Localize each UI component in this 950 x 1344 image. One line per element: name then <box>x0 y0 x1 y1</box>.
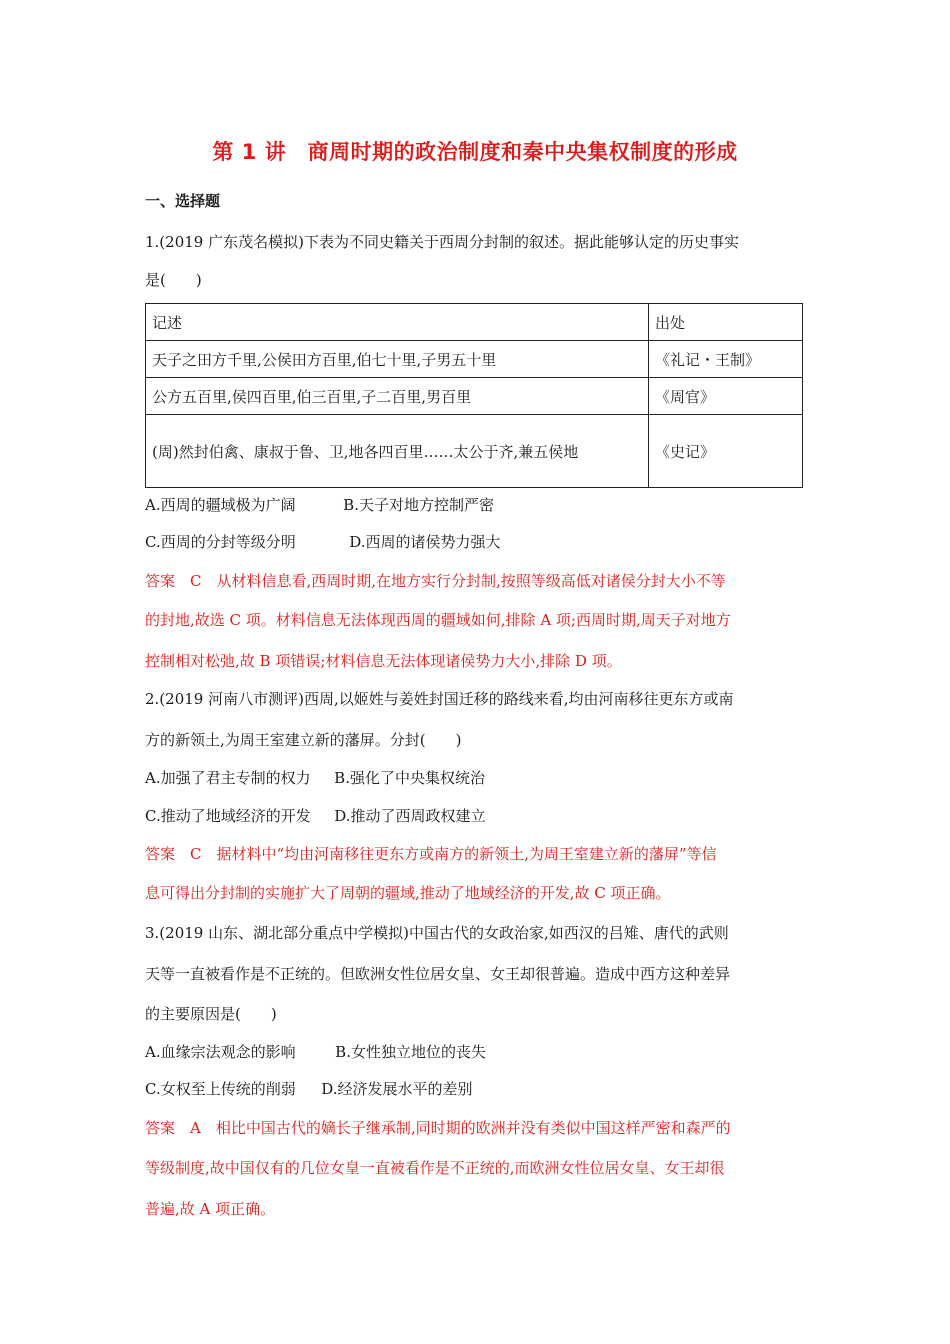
table-header-cell: 出处 <box>649 304 803 341</box>
q1-option-b: B.天子对地方控制严密 <box>343 496 494 514</box>
q1-option-d: D.西周的诸侯势力强大 <box>349 533 501 551</box>
table-cell: 公方五百里,侯四百里,伯三百里,子二百里,男百里 <box>146 378 649 415</box>
q1-source-table <box>145 303 803 488</box>
q3-option-b: B.女性独立地位的丧失 <box>335 1043 486 1061</box>
q2-option-b: B.强化了中央集权统治 <box>334 769 485 787</box>
q1-options-ab <box>145 494 494 515</box>
q3-option-c: C.女权至上传统的削弱 <box>145 1080 296 1098</box>
q3-option-d: D.经济发展水平的差别 <box>321 1080 473 1098</box>
q3-answer-line1: 答案 A 相比中国古代的嫡长子继承制,同时期的欧洲并没有类似中国这样严密和森严的 <box>145 1119 731 1137</box>
q2-stem-line2: 方的新领土,为周王室建立新的藩屏。分封( ) <box>145 731 462 749</box>
q1-option-c: C.西周的分封等级分明 <box>145 533 296 551</box>
q2-options-cd <box>145 805 486 826</box>
q1-answer-line3: 控制相对松弛,故 B 项错误;材料信息无法体现诸侯势力大小,排除 D 项。 <box>145 652 622 670</box>
table-cell: (周)然封伯禽、康叔于鲁、卫,地各四百里……太公于齐,兼五侯地 <box>146 415 649 488</box>
table-cell: 《史记》 <box>649 415 803 488</box>
q1-option-a: A.西周的疆域极为广阔 <box>145 496 296 514</box>
q2-option-c: C.推动了地域经济的开发 <box>145 807 311 825</box>
q3-options-ab <box>145 1041 486 1062</box>
q3-stem-line3: 的主要原因是( ) <box>145 1005 277 1023</box>
q2-stem-line1: 2.(2019 河南八市测评)西周,以姬姓与姜姓封国迁移的路线来看,均由河南移往更东方或南 <box>145 690 734 708</box>
table-header-row <box>146 304 803 341</box>
section-heading: 一、选择题 <box>145 192 221 210</box>
q3-option-a: A.血缘宗法观念的影响 <box>145 1043 296 1061</box>
table-cell: 《周官》 <box>649 378 803 415</box>
q3-options-cd <box>145 1078 473 1099</box>
q3-stem-line2: 天等一直被看作是不正统的。但欧洲女性位居女皇、女王却很普遍。造成中西方这种差异 <box>145 965 731 983</box>
q3-stem-line1: 3.(2019 山东、湖北部分重点中学模拟)中国古代的女政治家,如西汉的吕雉、唐代的武则 <box>145 924 729 942</box>
q2-option-d: D.推动了西周政权建立 <box>334 807 486 825</box>
q1-options-cd <box>145 531 501 552</box>
q2-option-a: A.加强了君主专制的权力 <box>145 769 311 787</box>
table-row <box>146 415 803 488</box>
table-row <box>146 378 803 415</box>
page-title: 第 1 讲 商周时期的政治制度和秦中央集权制度的形成 <box>212 140 738 164</box>
q1-answer-line2: 的封地,故选 C 项。材料信息无法体现西周的疆域如何,排除 A 项;西周时期,周天子对地方 <box>145 611 731 629</box>
q3-answer-line3: 普遍,故 A 项正确。 <box>145 1200 276 1218</box>
q1-stem-line1: 1.(2019 广东茂名模拟)下表为不同史籍关于西周分封制的叙述。据此能够认定的历史事实 <box>145 233 739 251</box>
q1-answer-line1: 答案 C 从材料信息看,西周时期,在地方实行分封制,按照等级高低对诸侯分封大小不等 <box>145 572 726 590</box>
q1-stem-line2: 是( ) <box>145 271 202 289</box>
q3-answer-line2: 等级制度,故中国仅有的几位女皇一直被看作是不正统的,而欧洲女性位居女皇、女王却很 <box>145 1159 725 1177</box>
table-cell: 《礼记・王制》 <box>649 341 803 378</box>
q2-options-ab <box>145 767 485 788</box>
q2-answer-line2: 息可得出分封制的实施扩大了周朝的疆域,推动了地域经济的开发,故 C 项正确。 <box>145 884 671 902</box>
table-header-cell: 记述 <box>146 304 649 341</box>
table-row <box>146 341 803 378</box>
table-cell: 天子之田方千里,公侯田方百里,伯七十里,子男五十里 <box>146 341 649 378</box>
q2-answer-line1: 答案 C 据材料中“均由河南移往更东方或南方的新领土,为周王室建立新的藩屏”等信 <box>145 845 717 863</box>
